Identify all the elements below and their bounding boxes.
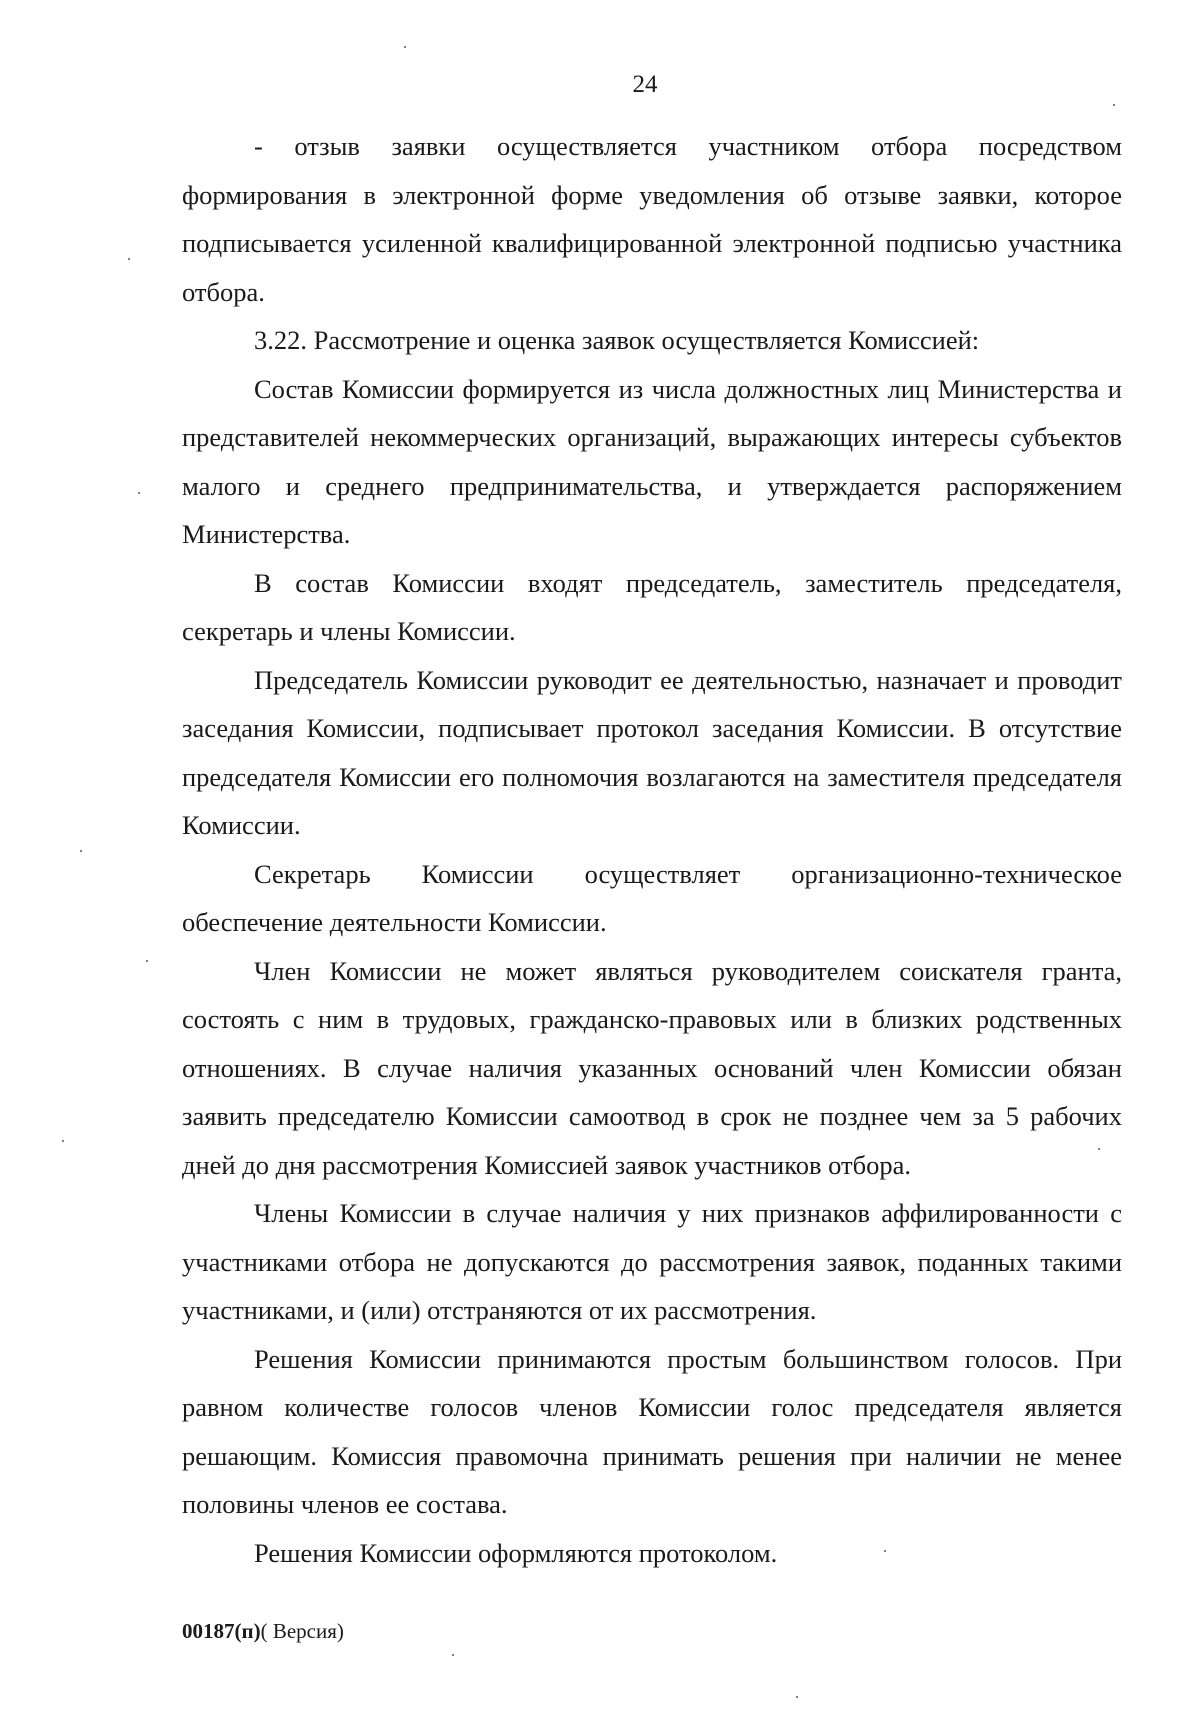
- scan-speck: [62, 1140, 64, 1142]
- paragraph-voting: Решения Комиссии принимаются простым большинством голосов. При равном количестве голосов членов Комиссии голос председателя является решающим. Комиссия правомочна принимать решения при наличии не менее половины членов ее состава.: [182, 1343, 1122, 1519]
- scan-speck: [404, 46, 406, 48]
- paragraph-secretary: Секретарь Комиссии осуществляет организационно-техническое обеспечение деятельности Комиссии.: [182, 858, 1122, 937]
- paragraph-3-22-heading: 3.22. Рассмотрение и оценка заявок осуществляется Комиссией:: [254, 325, 980, 355]
- paragraph-withdrawal: - отзыв заявки осуществляется участником отбора посредством формирования в электронной форме уведомления об отзыве заявки, которое подписывается усиленной квалифицированной электронной подписью участника отбора.: [182, 131, 1122, 307]
- paragraph-commission-composition: Состав Комиссии формируется из числа должностных лиц Министерства и представителей некоммерческих организаций, выражающих интересы субъектов малого и среднего предпринимательства, и утверждается распоряжением Министерства.: [182, 373, 1122, 549]
- scan-speck: [884, 1550, 886, 1552]
- scan-speck: [128, 258, 130, 260]
- paragraph-chairman: Председатель Комиссии руководит ее деятельностью, назначает и проводит заседания Комиссии, подписывает протокол заседания Комиссии. В отсутствие председателя Комиссии его полномочия возлагаются на заместителя председателя Комиссии.: [182, 664, 1122, 840]
- paragraph-protocol: Решения Комиссии оформляются протоколом.: [254, 1537, 778, 1568]
- scan-speck: [452, 1654, 454, 1656]
- document-body: [182, 122, 1122, 1577]
- document-footer: [182, 1618, 344, 1644]
- scan-speck: [80, 850, 82, 852]
- document-code: 00187(п): [182, 1619, 261, 1643]
- scan-speck: [1098, 1148, 1100, 1150]
- paragraph-affiliation: Члены Комиссии в случае наличия у них признаков аффилированности с участниками отбора не допускаются до рассмотрения заявок, поданных такими участниками, и (или) отстраняются от их рассмотрения.: [182, 1198, 1122, 1325]
- scan-speck: [146, 960, 148, 962]
- paragraph-member-restrictions: Член Комиссии не может являться руководителем соискателя гранта, состоять с ним в трудовых, гражданско-правовых или в близких родственных отношениях. В случае наличия указанных оснований член Комиссии обязан заявить председателю Комиссии самоотвод в срок не позднее чем за 5 рабочих дней до дня рассмотрения Комиссией заявок участников отбора.: [182, 955, 1122, 1180]
- page-number: 24: [632, 71, 658, 98]
- document-version: ( Версия): [260, 1619, 344, 1643]
- scan-speck: [796, 1696, 798, 1698]
- scan-speck: [1113, 104, 1115, 106]
- paragraph-commission-members: В состав Комиссии входят председатель, заместитель председателя, секретарь и члены Комиссии.: [182, 567, 1122, 646]
- scan-speck: [138, 492, 140, 494]
